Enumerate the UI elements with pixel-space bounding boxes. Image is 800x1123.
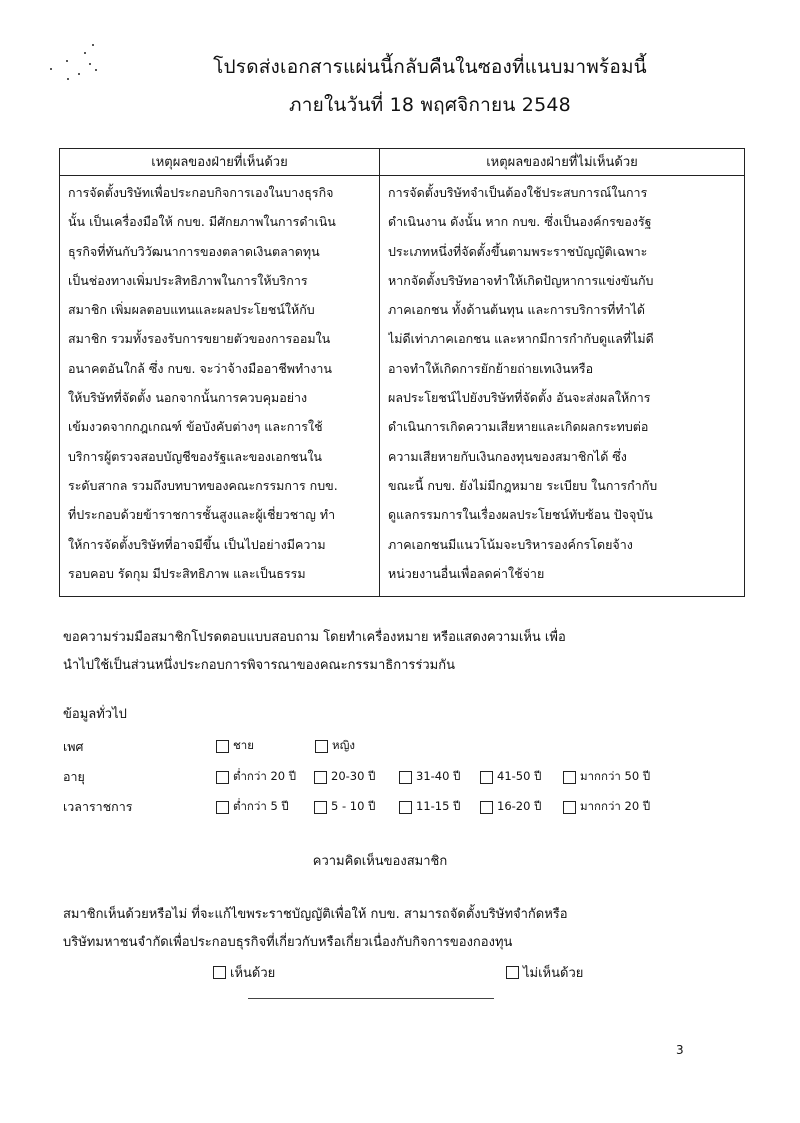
- checkbox-icon[interactable]: [314, 771, 327, 784]
- age-label: อายุ: [63, 769, 85, 784]
- survey-request-line-2: นำไปใช้เป็นส่วนหนึ่งประกอบการพิจารณาของคณะกรรมาธิการร่วมกัน: [63, 658, 455, 673]
- checkbox-icon[interactable]: [315, 740, 328, 753]
- disagree-reason-line: หากจัดตั้งบริษัทอาจทำให้เกิดปัญหาการแข่งขันกับ: [388, 272, 654, 288]
- checkbox-icon[interactable]: [563, 801, 576, 814]
- checkbox-icon[interactable]: [506, 966, 519, 979]
- reasons-table: [59, 148, 745, 597]
- disagree-reason-line: ผลประโยชน์ไปยังบริษัทที่จัดตั้ง อันจะส่งผลให้การ: [388, 390, 651, 406]
- agree-reason-line: รอบคอบ รัดกุม มีประสิทธิภาพ และเป็นธรรม: [68, 565, 306, 581]
- general-info-heading: ข้อมูลทั่วไป: [63, 707, 127, 722]
- checkbox-icon[interactable]: [399, 771, 412, 784]
- agree-reason-line: สมาชิก รวมทั้งรองรับการขยายตัวของการออมใน: [68, 331, 331, 347]
- option-label: เห็นด้วย: [230, 966, 276, 981]
- disagree-reasons-cell: [380, 176, 745, 597]
- service-option-5-10[interactable]: [314, 798, 375, 816]
- agree-column-header: เหตุผลของฝ่ายที่เห็นด้วย: [60, 149, 380, 176]
- agree-reason-line: เข้มงวดจากกฎเกณฑ์ ข้อบังคับต่างๆ และการใช้: [68, 419, 323, 435]
- option-label: ต่ำกว่า 20 ปี: [233, 769, 297, 783]
- agree-reason-line: ให้การจัดตั้งบริษัทที่อาจมีขึ้น เป็นไปอย่างมีความ: [68, 536, 326, 552]
- member-opinion-heading: ความคิดเห็นของสมาชิก: [312, 854, 448, 869]
- checkbox-icon[interactable]: [213, 966, 226, 979]
- age-option-under-20[interactable]: [216, 768, 296, 786]
- agree-reason-line: ระดับสากล รวมถึงบทบาทของคณะกรรมการ กบข.: [68, 477, 338, 493]
- opinion-agree-option[interactable]: [213, 962, 275, 983]
- disagree-reason-line: ภาคเอกชน ทั้งด้านต้นทุน และการบริการที่ทำได้: [388, 302, 646, 318]
- service-option-under-5[interactable]: [216, 798, 289, 816]
- agree-reason-line: ให้บริษัทที่จัดตั้ง นอกจากนั้นการควบคุมอย่าง: [68, 390, 308, 406]
- option-label: 31-40 ปี: [416, 769, 461, 783]
- checkbox-icon[interactable]: [563, 771, 576, 784]
- service-years-label: เวลาราชการ: [63, 799, 133, 814]
- disagree-reason-line: ภาคเอกชนมีแนวโน้มจะบริหารองค์กรโดยจ้าง: [388, 536, 633, 552]
- survey-request-line-1: ขอความร่วมมือสมาชิกโปรดตอบแบบสอบถาม โดยทำเครื่องหมาย หรือแสดงความเห็น เพื่อ: [63, 630, 566, 645]
- agree-reason-line: อนาคตอันใกล้ ซึ่ง กบข. จะว่าจ้างมืออาชีพทำงาน: [68, 360, 332, 376]
- option-label: ไม่เห็นด้วย: [523, 966, 584, 981]
- option-label: มากกว่า 50 ปี: [580, 769, 651, 783]
- disagree-reason-line: ไม่ดีเท่าภาคเอกชน และหากมีการกำกับดูแลที่ไม่ดี: [388, 331, 654, 347]
- age-option-31-40[interactable]: [399, 768, 460, 786]
- gender-label: เพศ: [63, 739, 84, 754]
- disagree-reason-line: ความเสียหายกับเงินกองทุนของสมาชิกได้ ซึ่ง: [388, 448, 627, 464]
- gender-option-female[interactable]: [315, 737, 355, 755]
- disagree-reason-line: ขณะนี้ กบข. ยังไม่มีกฎหมาย ระเบียบ ในการกำกับ: [388, 477, 658, 493]
- service-option-16-20[interactable]: [480, 798, 541, 816]
- age-option-41-50[interactable]: [480, 768, 541, 786]
- checkbox-icon[interactable]: [399, 801, 412, 814]
- age-option-20-30[interactable]: [314, 768, 375, 786]
- disagree-reason-line: ดำเนินการเกิดความเสียหายและเกิดผลกระทบต่อ: [388, 419, 649, 435]
- agree-reasons-cell: [60, 176, 380, 597]
- option-label: ชาย: [233, 738, 255, 752]
- disagree-reason-line: หน่วยงานอื่นเพื่อลดค่าใช้จ่าย: [388, 565, 545, 581]
- checkbox-icon[interactable]: [480, 801, 493, 814]
- disagree-reason-line: ดูแลกรรมการในเรื่องผลประโยชน์ทับซ้อน ปัจจุบัน: [388, 507, 653, 523]
- checkbox-icon[interactable]: [216, 801, 229, 814]
- disagree-reason-line: ประเภทหนึ่งที่จัดตั้งขึ้นตามพระราชบัญญัติเฉพาะ: [388, 243, 648, 259]
- page-number: 3: [676, 1043, 684, 1057]
- age-option-over-50[interactable]: [563, 768, 650, 786]
- agree-reason-line: นั้น เป็นเครื่องมือให้ กบข. มีศักยภาพในการดำเนิน: [68, 214, 336, 230]
- opinion-question-line-1: สมาชิกเห็นด้วยหรือไม่ ที่จะแก้ไขพระราชบัญญัติเพื่อให้ กบข. สามารถจัดตั้งบริษัทจำกัดหรือ: [63, 907, 568, 922]
- option-label: 41-50 ปี: [497, 769, 542, 783]
- disagree-column-header: เหตุผลของฝ่ายที่ไม่เห็นด้วย: [380, 149, 745, 176]
- checkbox-icon[interactable]: [216, 771, 229, 784]
- gender-option-male[interactable]: [216, 737, 254, 755]
- agree-reason-line: ธุรกิจที่ทันกับวิวัฒนาการของตลาดเงินตลาดทุน: [68, 243, 320, 259]
- agree-reason-line: สมาชิก เพิ่มผลตอบแทนและผลประโยชน์ให้กับ: [68, 302, 315, 318]
- opinion-question-line-2: บริษัทมหาชนจำกัดเพื่อประกอบธุรกิจที่เกี่ยวกับหรือเกี่ยวเนื่องกับกิจการของกองทุน: [63, 935, 513, 950]
- agree-reason-line: บริการผู้ตรวจสอบบัญชีของรัฐและของเอกชนใน: [68, 448, 322, 464]
- option-label: หญิง: [332, 738, 355, 752]
- disagree-reason-line: ดำเนินงาน ดังนั้น หาก กบข. ซึ่งเป็นองค์กรของรัฐ: [388, 214, 652, 230]
- option-label: ต่ำกว่า 5 ปี: [233, 799, 289, 813]
- option-label: 20-30 ปี: [331, 769, 376, 783]
- disagree-reason-line: อาจทำให้เกิดการยักย้ายถ่ายเทเงินหรือ: [388, 360, 594, 376]
- return-instruction-title: โปรดส่งเอกสารแผ่นนี้กลับคืนในซองที่แนบมาพร้อมนี้: [213, 56, 647, 78]
- agree-reason-line: เป็นช่องทางเพิ่มประสิทธิภาพในการให้บริการ: [68, 272, 308, 288]
- agree-reason-line: การจัดตั้งบริษัทเพื่อประกอบกิจการเองในบางธุรกิจ: [68, 185, 334, 200]
- opinion-disagree-option[interactable]: [506, 962, 583, 983]
- checkbox-icon[interactable]: [314, 801, 327, 814]
- service-option-over-20[interactable]: [563, 798, 650, 816]
- option-label: 5 - 10 ปี: [331, 799, 376, 813]
- checkbox-icon[interactable]: [216, 740, 229, 753]
- option-label: 16-20 ปี: [497, 799, 542, 813]
- deadline-subtitle: ภายในวันที่ 18 พฤศจิกายน 2548: [289, 94, 571, 116]
- disagree-reason-line: การจัดตั้งบริษัทจำเป็นต้องใช้ประสบการณ์ในการ: [388, 185, 648, 200]
- option-label: 11-15 ปี: [416, 799, 461, 813]
- service-option-11-15[interactable]: [399, 798, 460, 816]
- checkbox-icon[interactable]: [480, 771, 493, 784]
- option-label: มากกว่า 20 ปี: [580, 799, 651, 813]
- signature-line: [248, 998, 494, 999]
- agree-reason-line: ที่ประกอบด้วยข้าราชการชั้นสูงและผู้เชี่ยวชาญ ทำ: [68, 507, 336, 523]
